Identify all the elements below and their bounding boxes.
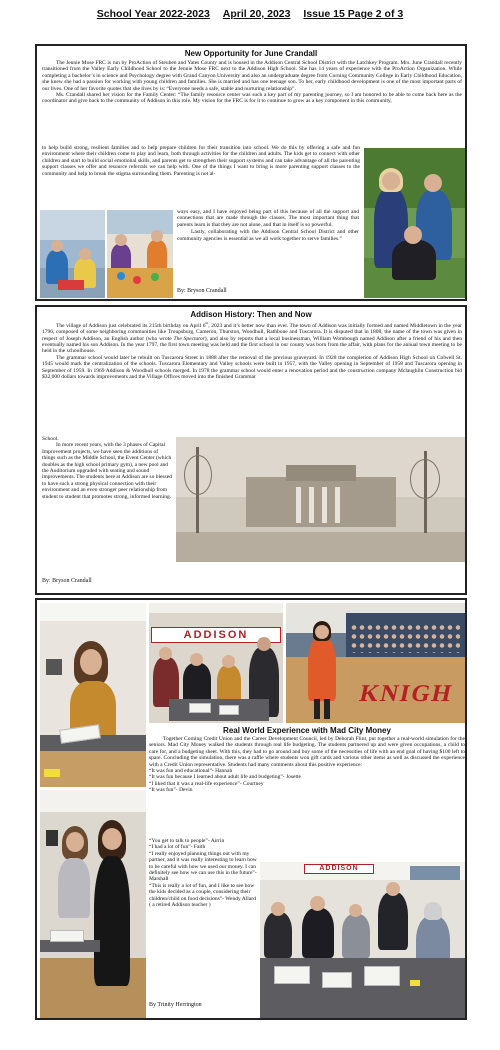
byline: By Trinity Herrington	[149, 1002, 202, 1008]
student-quotes	[149, 768, 465, 794]
quote: “You get to talk to people”- Airrin	[149, 838, 225, 844]
article-title: Real World Experience with Mad City Money	[223, 726, 391, 735]
quote: “It was fun and educational”- Hannah	[149, 768, 233, 775]
school-year: School Year 2022-2023	[96, 8, 210, 20]
photo-children-playing	[40, 210, 105, 298]
paragraph: The Jennie Mose FRC is run by ProAction of Steuben and Yates County and is housed in the Addison Central School District with the Latchkey Program. Mrs. June Crandall recently transitioned from the Valley Early Childhood School to the Jennie Mose FRC next to the Addison High School. She has 14 years of experience with the ProAction Organization. While completing a bachelor’s in science and Psychology degree with Grand Canyon University and also an undergraduate degree from Corning Community College in Early Childhood Education, she knew she had a passion for working with young children and families. She is married and has one teenage son. To her, early childhood development is one of the most important parts of our lives. One of her favorite quotes that she lives by is: “Everyone needs a safe, stable and nurturing relationship”.	[42, 60, 462, 92]
issue-page: Issue 15 Page 2 of 3	[303, 8, 404, 20]
photo-students-at-tables	[260, 862, 465, 1018]
article-body-continued	[177, 209, 359, 242]
photo-students-addison-gym	[149, 603, 283, 723]
article-body	[42, 320, 462, 380]
gym-banner: ADDISON	[151, 627, 281, 643]
photo-gym-presentation	[286, 603, 465, 723]
photo-historic-school	[176, 437, 465, 562]
paragraph: Together Corning Credit Union and the Career Development Council, led by Deborah Flint, put together a real-world simulation for the seniors. Mad City Money walked the students through real life budgeting. The students partnered up and were given occupations, a child to care for, and a budgeting sheet. With this, they had to go around and buy some of the necessities of life with an end goal of having $100 left to spare. Concluding the simulation, there was a raffle where students won gift cards and various other items as well as discussed the experience with a Credit Union representative. Students had many comments about this positive experience:	[149, 736, 465, 768]
paragraph: The village of Addison just celebrated its 215th birthday on April 6th, 2023 and it’s better now than ever. The town of Addison was initially formed and named Middletown in the year 1796, composed of some neighboring communities like Troupsburg, Cameron, Thurston, Woodhull, Rathbone and Tuscarora. It is disputed that in 1808, the name of the town was given in respect of Joseph Addison, an English author (who wrote The Spectator), and also by reports that a local businessman, William Wombough named Addison after a friend of his and then eventually named his son Addison. In the year 1797, the first town meeting was held and the first school in our county was born from the affair, with plans for the annual town meeting to be held in the schoolhouse.	[42, 321, 463, 355]
paragraph: School.	[42, 436, 59, 442]
byline: By: Bryson Crandall	[42, 578, 92, 584]
quote: “This is really a lot of fun, and I like to see how the kids decided as a couple, considering their children/child on food decisions”- Wendy Allard ( a retired Addison teacher )	[149, 882, 256, 909]
issue-date: April 20, 2023	[222, 8, 291, 20]
article-title: Addison History: Then and Now	[190, 310, 312, 319]
quote: “I had a lot of fun”- Faith	[149, 844, 206, 851]
paragraph: Lastly, collaborating with the Addison Central School District and other community agencies is essential as we all work together to serve families.”	[177, 229, 359, 242]
photo-students-standing	[40, 790, 146, 1018]
paragraph: to help build strong, resilient families and to help prepare children for their transition into school. We do this by offering a safe and fun environment where their children come to play and learn, both through activities for the children and adults. The kids get to connect with other children and start to build social emotional skills, and parents get to strengthen their support systems and can take advantage of all the parenting support classes we offer and resource referrals we can help with. One of the things I want to bring is more parenting support classes to the community and help to break the stigma surrounding them. Parenting is not al-	[42, 145, 360, 177]
photo-crandall-family	[364, 148, 465, 298]
paragraph: ways easy, and I have enjoyed being part of this because of all the support and connections that are made through the classes. The most important thing that parents learn is that they are not alone, and that in itself is so powerful.	[177, 209, 359, 228]
article-body-narrow	[42, 436, 172, 500]
article-addison-history	[35, 305, 467, 595]
article-body	[42, 60, 462, 105]
page-header	[0, 8, 500, 20]
gym-floor-letters: KNIGH	[357, 681, 456, 707]
paragraph: Ms. Crandall shared her vision for the Family Center: “The family resource center was such a key part of my parenting journey, so I am honored to be able to come back here as the coordinator and give back to the community of Addison in this role. My vision for the FRC is for it to continue to grow as a key component in this community,	[42, 92, 462, 105]
quote: “It was fun because I learned about adult life and budgeting”- Josette	[149, 774, 301, 781]
article-june-crandall	[35, 44, 467, 301]
quote: “I liked that it was a real-life experience”- Courtney	[149, 780, 264, 787]
photo-student-budget-sheet	[40, 603, 146, 787]
article-mad-city-money	[35, 598, 467, 1020]
back-wall-sign: ADDISON	[304, 864, 374, 874]
article-title: New Opportunity for June Crandall	[184, 49, 318, 58]
photo-toy-table	[107, 210, 173, 298]
paragraph: The grammar school would later be rebuilt on Tuscarora Street in 1888 after the removal of the previous graveyard. In 1928 the completion of Addison High School on Colwell St. 1945 would mark the centralization of the schools. Tuscarora Elementary and Valley schools were built in 1957, with the Valley opening in September of 1958 and Tuscarora opening in September of 1959. In 1969 Addison & Woodhull schools merged. In 1978 the grammar school would enter a renovation period and the construction company Mclaughlin Construction bid $32,000 dollars towards improvements and the Village Offices moved into the finished Grammar	[42, 354, 462, 381]
quote: “It was fun”- Devin	[149, 787, 193, 794]
byline: By: Bryson Crandall	[177, 288, 227, 294]
quote: “I really enjoyed planning things out with my partner, and it was really interesting to learn how to be careful with how we used our money. I can definitely see how we can use this in the future”- Marshall	[149, 850, 257, 883]
article-body-narrow	[42, 145, 360, 177]
paragraph: In more recent years, with the 3 phases of Capital Improvement projects, we have seen the additions of things such as the Middle School, the Event Center (which doubles as the high school primary gym), a new pool and the Auditorium upgraded with seating and sound improvements. The students here at Addison are so blessed to have such a strong physical connection with their environment and an even stronger peer relationship from student to student that promotes strong, informed learning.	[42, 442, 172, 500]
article-body	[149, 736, 465, 794]
student-quotes-narrow	[149, 838, 257, 908]
